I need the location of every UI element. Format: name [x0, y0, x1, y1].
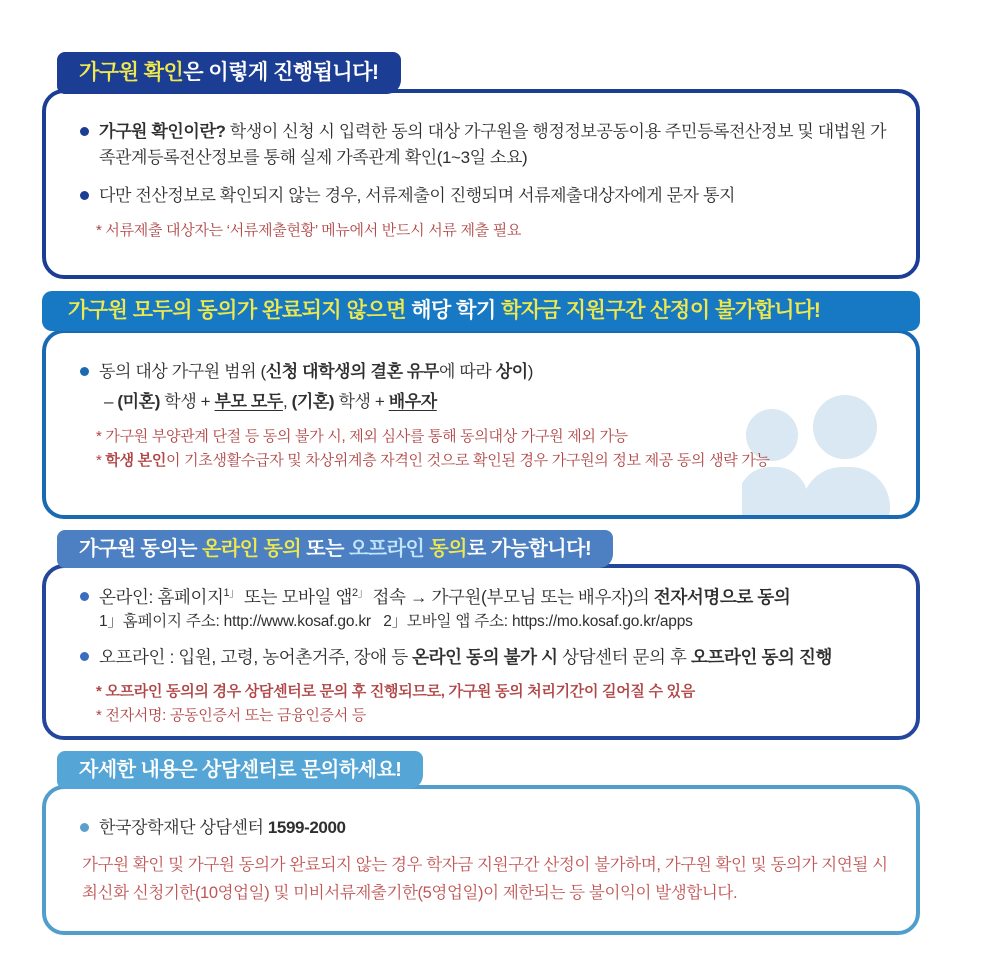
- note-text: * 가구원 부양관계 단절 등 동의 불가 시, 제외 심사를 통해 동의대상 가구원 제외 가능: [96, 428, 628, 445]
- bullet-text: 가구원 확인이란? 학생이 신청 시 입력한 동의 대상 가구원을 행정정보공동이용 주민등록전산정보 및 대법원 가족관계등록전산정보를 통해 실제 가족관계 확인(1~3일 소요): [99, 122, 887, 167]
- bullet-item: [80, 359, 894, 385]
- notes-block: [96, 680, 894, 728]
- notes-block: [96, 219, 894, 243]
- bullet-item: [80, 815, 894, 841]
- section1-title-badge: 가구원 확인은 이렇게 진행됩니다!: [57, 52, 401, 94]
- bullet-dot: [80, 592, 89, 601]
- note-text: * 학생 본인이 기초생활수급자 및 차상위계층 자격인 것으로 확인된 경우 가구원의 정보 제공 동의 생략 가능: [96, 452, 770, 469]
- bullet-dot: [80, 191, 89, 200]
- scope-detail-line: – (미혼) 학생 + 부모 모두, (기혼) 학생 + 배우자: [104, 392, 437, 411]
- section-consent-required-warning: [42, 291, 920, 519]
- bullet-dot: [80, 652, 89, 661]
- content-column: [42, 0, 920, 935]
- section3-title-badge: 가구원 동의는 온라인 동의 또는 오프라인 동의로 가능합니다!: [57, 530, 613, 568]
- note-text: * 전자서명: 공동인증서 또는 금융인증서 등: [96, 707, 366, 724]
- section3-box: [42, 564, 920, 740]
- bullet-text: 동의 대상 가구원 범위 (신청 대학생의 결혼 유무에 따라 상이): [99, 362, 533, 381]
- warning-paragraph: 가구원 확인 및 가구원 동의가 완료되지 않는 경우 학자금 지원구간 산정이 불가하며, 가구원 확인 및 동의가 지연될 시 최신화 신청기한(10영업일) 및 미비서류제출기한(5영업일)이 제한되는 등 불이익이 발생합니다.: [82, 856, 888, 902]
- bullet-item: [80, 119, 894, 171]
- notes-block: [96, 425, 894, 473]
- section-contact-call-center: [42, 751, 920, 935]
- note-text: * 서류제출 대상자는 ‘서류제출현황’ 메뉴에서 반드시 서류 제출 필요: [96, 222, 522, 239]
- bullet-dot: [80, 127, 89, 136]
- section4-title-badge: 자세한 내용은 상담센터로 문의하세요!: [57, 751, 423, 789]
- section-online-offline-consent: [42, 530, 920, 740]
- bullet-text: 오프라인 : 입원, 고령, 농어촌거주, 장애 등 온라인 동의 불가 시 상담센터 문의 후 오프라인 동의 진행: [99, 647, 832, 667]
- section4-box: [42, 785, 920, 935]
- section2-box: [42, 329, 920, 519]
- footnote-urls: 1」홈페이지 주소: http://www.kosaf.go.kr 2」모바일 앱 주소: https://mo.kosaf.go.kr/apps: [99, 613, 693, 630]
- section-household-verification-process: [42, 52, 920, 279]
- bullet-dot: [80, 823, 89, 832]
- bullet-text: 다만 전산정보로 확인되지 않는 경우, 서류제출이 진행되며 서류제출대상자에게 문자 통지: [99, 186, 736, 205]
- note-text: * 오프라인 동의의 경우 상담센터로 문의 후 진행되므로, 가구원 동의 처리기간이 길어질 수 있음: [96, 683, 695, 700]
- section2-content: [80, 359, 894, 473]
- bullet-item: [80, 183, 894, 209]
- bullet-item: [80, 584, 894, 610]
- bullet-text: 온라인: 홈페이지$^{1」}$ 또는 모바일 앱$^{2」}$ 접속 → 가구원(부모님 또는 배우자)의 전자서명으로 동의: [99, 587, 791, 607]
- section2-title-bar: 가구원 모두의 동의가 완료되지 않으면 해당 학기 학자금 지원구간 산정이 불가합니다!: [42, 291, 920, 331]
- call-center-line: 한국장학재단 상담센터 1599-2000: [99, 818, 346, 837]
- bullet-dot: [80, 367, 89, 376]
- section1-box: [42, 89, 920, 279]
- bullet-item: [80, 644, 894, 670]
